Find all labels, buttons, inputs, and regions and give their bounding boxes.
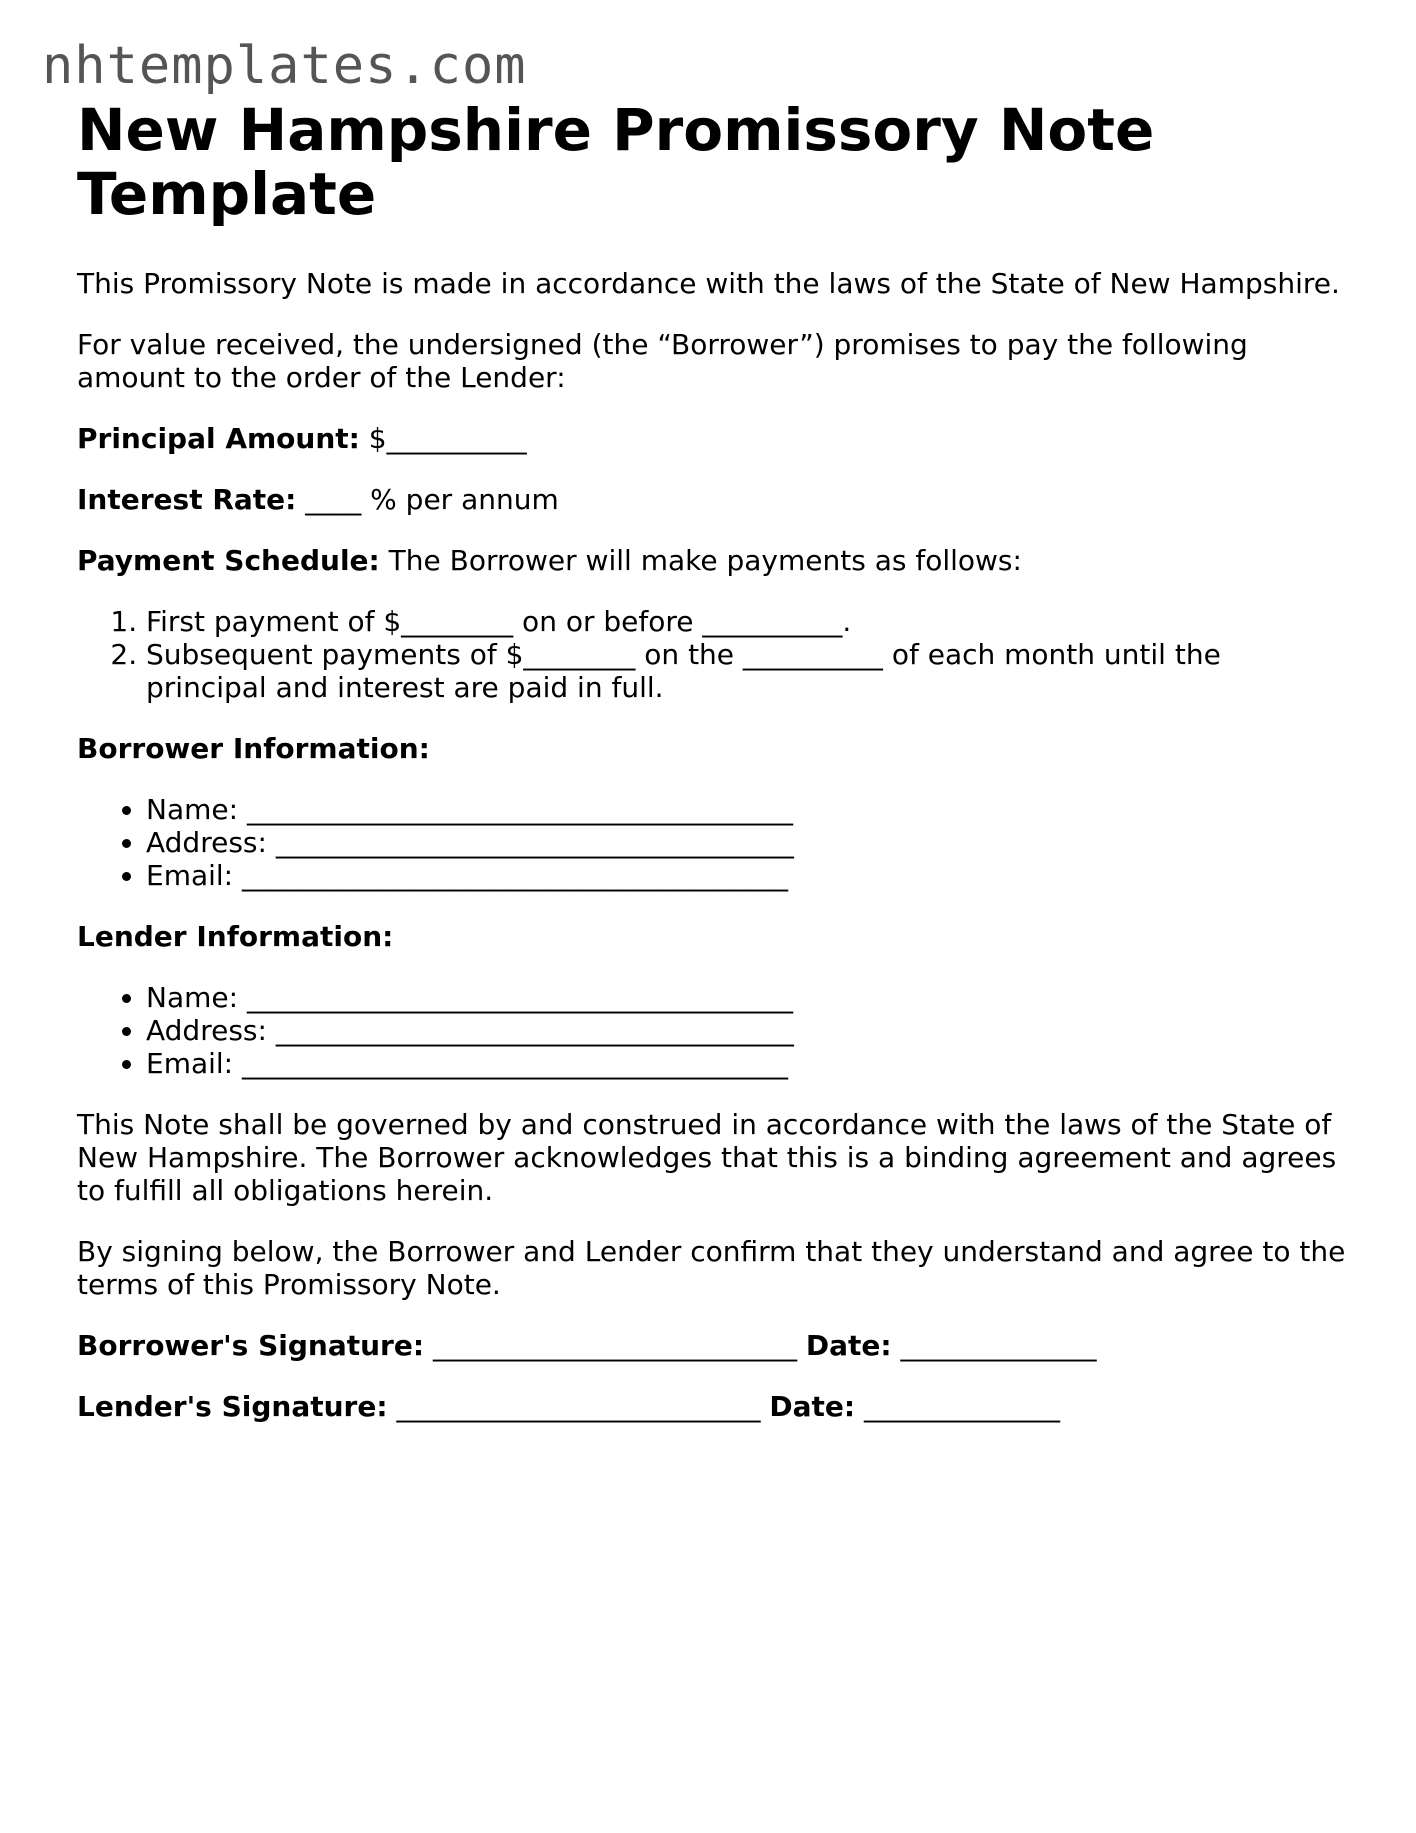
governing-law-paragraph: This Note shall be governed by and construed in accordance with the laws of the State of New Hampshire. The Borrower acknowledges that this is a binding agreement and agrees to fulfill all obligations herein.	[77, 1108, 1337, 1207]
lender-info-list	[77, 981, 1347, 1080]
borrower-info-list	[77, 793, 1347, 892]
principal-amount-line	[77, 422, 1347, 455]
interest-rate-blank: ____ % per annum	[305, 483, 559, 516]
principal-amount-label: Principal Amount:	[77, 422, 360, 455]
lender-info-heading: Lender Information:	[77, 920, 394, 953]
lender-name-field: • Name: _______________________________________	[146, 981, 1347, 1014]
borrower-info-heading: Borrower Information:	[77, 732, 430, 765]
list-item: 2. Subsequent payments of $________ on the __________ of each month until the principal and interest are paid in full.	[146, 638, 1347, 704]
borrower-email-field: • Email: _______________________________________	[146, 859, 1347, 892]
borrower-date-blank: ______________	[900, 1329, 1097, 1362]
payment-schedule-line	[77, 544, 1347, 577]
interest-rate-line	[77, 483, 1347, 516]
principal-amount-blank: $__________	[368, 422, 527, 455]
borrower-signature-label: Borrower's Signature:	[77, 1329, 425, 1362]
borrower-address-field: • Address: _____________________________________	[146, 826, 1347, 859]
interest-rate-label: Interest Rate:	[77, 483, 297, 516]
payment-schedule-label: Payment Schedule:	[77, 544, 380, 577]
payment-schedule-list	[77, 605, 1347, 704]
intro-paragraph: This Promissory Note is made in accordance with the laws of the State of New Hampshire.	[77, 267, 1340, 300]
lender-address-field: • Address: _____________________________________	[146, 1014, 1347, 1047]
lender-signature-blank: __________________________	[396, 1390, 761, 1423]
payment-schedule-text: The Borrower will make payments as follows:	[388, 544, 1022, 577]
borrower-signature-line	[77, 1329, 1347, 1362]
borrower-signature-blank: __________________________	[432, 1329, 797, 1362]
lender-date-blank: ______________	[863, 1390, 1060, 1423]
list-item: 1. First payment of $________ on or before __________.	[146, 605, 1347, 638]
lender-date-label: Date:	[769, 1390, 856, 1423]
borrower-name-field: • Name: _______________________________________	[146, 793, 1347, 826]
document-title: New Hampshire Promissory Note Template	[77, 96, 1155, 228]
site-watermark: nhtemplates.com	[42, 36, 527, 96]
document-page	[77, 98, 1347, 1423]
lender-email-field: • Email: _______________________________________	[146, 1047, 1347, 1080]
lender-signature-line	[77, 1390, 1347, 1423]
borrower-date-label: Date:	[805, 1329, 892, 1362]
promise-paragraph: For value received, the undersigned (the “Borrower”) promises to pay the following amount to the order of the Lender:	[77, 328, 1248, 394]
signing-paragraph: By signing below, the Borrower and Lender confirm that they understand and agree to the terms of this Promissory Note.	[77, 1235, 1346, 1301]
lender-signature-label: Lender's Signature:	[77, 1390, 388, 1423]
